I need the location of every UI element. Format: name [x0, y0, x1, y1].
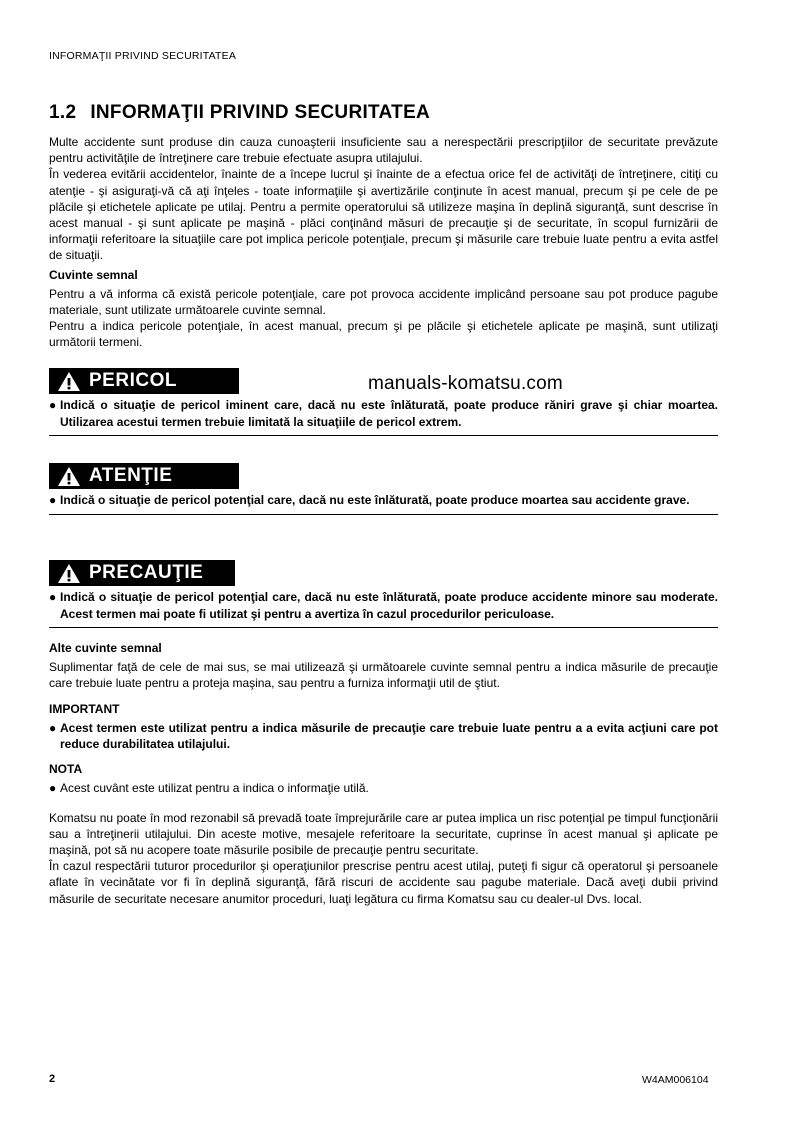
document-code: W4AM006104: [642, 1074, 709, 1086]
nota-heading: NOTA: [49, 762, 83, 777]
warning-triangle-icon: [57, 371, 81, 392]
divider: [49, 514, 718, 515]
intro-content: [49, 134, 718, 351]
caution-label: [49, 560, 235, 586]
warning-label: [49, 463, 239, 489]
bullet: ●: [49, 493, 57, 507]
warning-triangle-icon: [57, 466, 81, 487]
bullet: ●: [49, 590, 57, 604]
other-content: [49, 637, 718, 907]
signal-words-paragraph-1: Pentru a vă informa că există pericole potenţiale, care pot provoca accidente implicând persoane sau pot produce pagube materiale, sunt utilizate următoarele cuvinte semnal.: [49, 286, 718, 318]
caution-block: [49, 560, 718, 628]
caution-text: [49, 589, 718, 622]
caution-label-text: PRECAUŢIE: [89, 562, 204, 583]
page-title: [49, 102, 430, 124]
signal-words-paragraph-2: Pentru a indica pericole potenţiale, în acest manual, precum şi pe plăcile şi etichetele aplicate pe maşină, sunt utilizaţi următorii termeni.: [49, 319, 718, 350]
divider: [49, 435, 718, 436]
danger-description: Indică o situaţie de pericol iminent care, dacă nu este înlăturată, poate produce răniri grave şi chiar moartea. Utilizarea acestui termen trebuie limitată la situaţiile de pericol extrem.: [60, 398, 718, 429]
warning-triangle-icon: [57, 563, 81, 584]
closing-paragraph-2: În cazul respectării tuturor procedurilor şi operaţiunilor prescrise pentru acest utilaj, puteţi fi sigur că operatorul şi persoanele aflate în vecinătate vor fi în deplină siguranţă, fără riscuri de accidente sau pagube materiale. Dacă aveţi dubii privind măsurile de securitate necesare anumitor proceduri, luaţi legătura cu firma Komatsu sau cu dealer-ul Dvs. local.: [49, 859, 718, 906]
section-title-text: INFORMAŢII PRIVIND SECURITATEA: [90, 102, 431, 123]
caution-description: Indică o situaţie de pericol potenţial care, dacă nu este înlăturată, poate produce accidente minore sau moderate. Acest termen mai poate fi utilizat şi pentru a avertiza în cazul procedurilor periculoase.: [60, 590, 718, 621]
important-heading: IMPORTANT: [49, 701, 120, 716]
warning-label-text: ATENŢIE: [89, 465, 173, 486]
danger-block: [49, 368, 718, 436]
signal-words-heading: Cuvinte semnal: [49, 267, 138, 282]
closing-paragraph-1: Komatsu nu poate în mod rezonabil să prevadă toate împrejurările care ar putea implica un risc potenţial pe timpul funcţionării sau a întreţinerii utilajului. Din aceste motive, mesajele referitoare la securitate, cuprinse în acest manual şi aplicate pe maşină, pot să nu acopere toate măsurile posibile de precauţie pentru securitate.: [49, 810, 718, 858]
nota-text: Acest cuvânt este utilizat pentru a indica o informaţie utilă.: [60, 781, 369, 796]
intro-paragraph-2: În vederea evitării accidentelor, înainte de a începe lucrul şi înainte de a efectua orice fel de activităţi de întreţinere, citiţi cu atenţie - şi asiguraţi-vă că aţi înţeles - toate informaţiile şi avertizările conţinute în acest manual, precum şi pe cele de pe plăcile şi etichetele aplicate pe utilaj. Pentru a permite operatorului să utilizeze maşina în deplină siguranţă, sunt descrise în acest manual - şi sunt aplicate pe maşină - plăci conţinând măsuri de precauţie şi de securitate, în scopul furnizării de informaţii referitoare la situaţiile care pot implica pericole potenţiale, precum şi măsurile care trebuie luate pentru a evita astfel de situaţii.: [49, 167, 718, 263]
warning-block: [49, 463, 718, 515]
other-signal-words-paragraph: Suplimentar faţă de cele de mai sus, se mai utilizează şi următoarele cuvinte semnal pentru a indica măsurile de precauţie care trebuie luate pentru a proteja maşina, sau pentru a furniza informaţii util de ştiut.: [49, 660, 718, 691]
watermark: manuals-komatsu.com: [368, 373, 563, 394]
important-text: Acest termen este utilizat pentru a indica măsurile de precauţie care trebuie luate pentru a a evita acţiuni care pot reduce durabilitatea utilajului.: [60, 720, 718, 752]
running-header: INFORMAŢII PRIVIND SECURITATEA: [49, 50, 237, 62]
bullet: ●: [49, 720, 57, 735]
section-number: 1.2: [49, 102, 77, 123]
danger-text: [49, 397, 718, 430]
page-number: 2: [49, 1073, 56, 1085]
danger-label-text: PERICOL: [89, 370, 177, 391]
other-signal-words-heading: Alte cuvinte semnal: [49, 641, 162, 655]
divider: [49, 627, 718, 628]
nota-item: [49, 780, 718, 796]
bullet: ●: [49, 398, 57, 412]
important-item: [49, 720, 718, 752]
warning-description: Indică o situaţie de pericol potenţial care, dacă nu este înlăturată, poate produce moartea sau accidente grave.: [60, 493, 690, 507]
intro-paragraph-1: Multe accidente sunt produse din cauza cunoaşterii insuficiente sau a nerespectării prescripţiilor de securitate prevăzute pentru activităţile de întreţinere care trebuie efectuate asupra utilajului.: [49, 135, 718, 166]
warning-text: [49, 492, 718, 509]
danger-label: [49, 368, 239, 394]
bullet: ●: [49, 781, 57, 796]
